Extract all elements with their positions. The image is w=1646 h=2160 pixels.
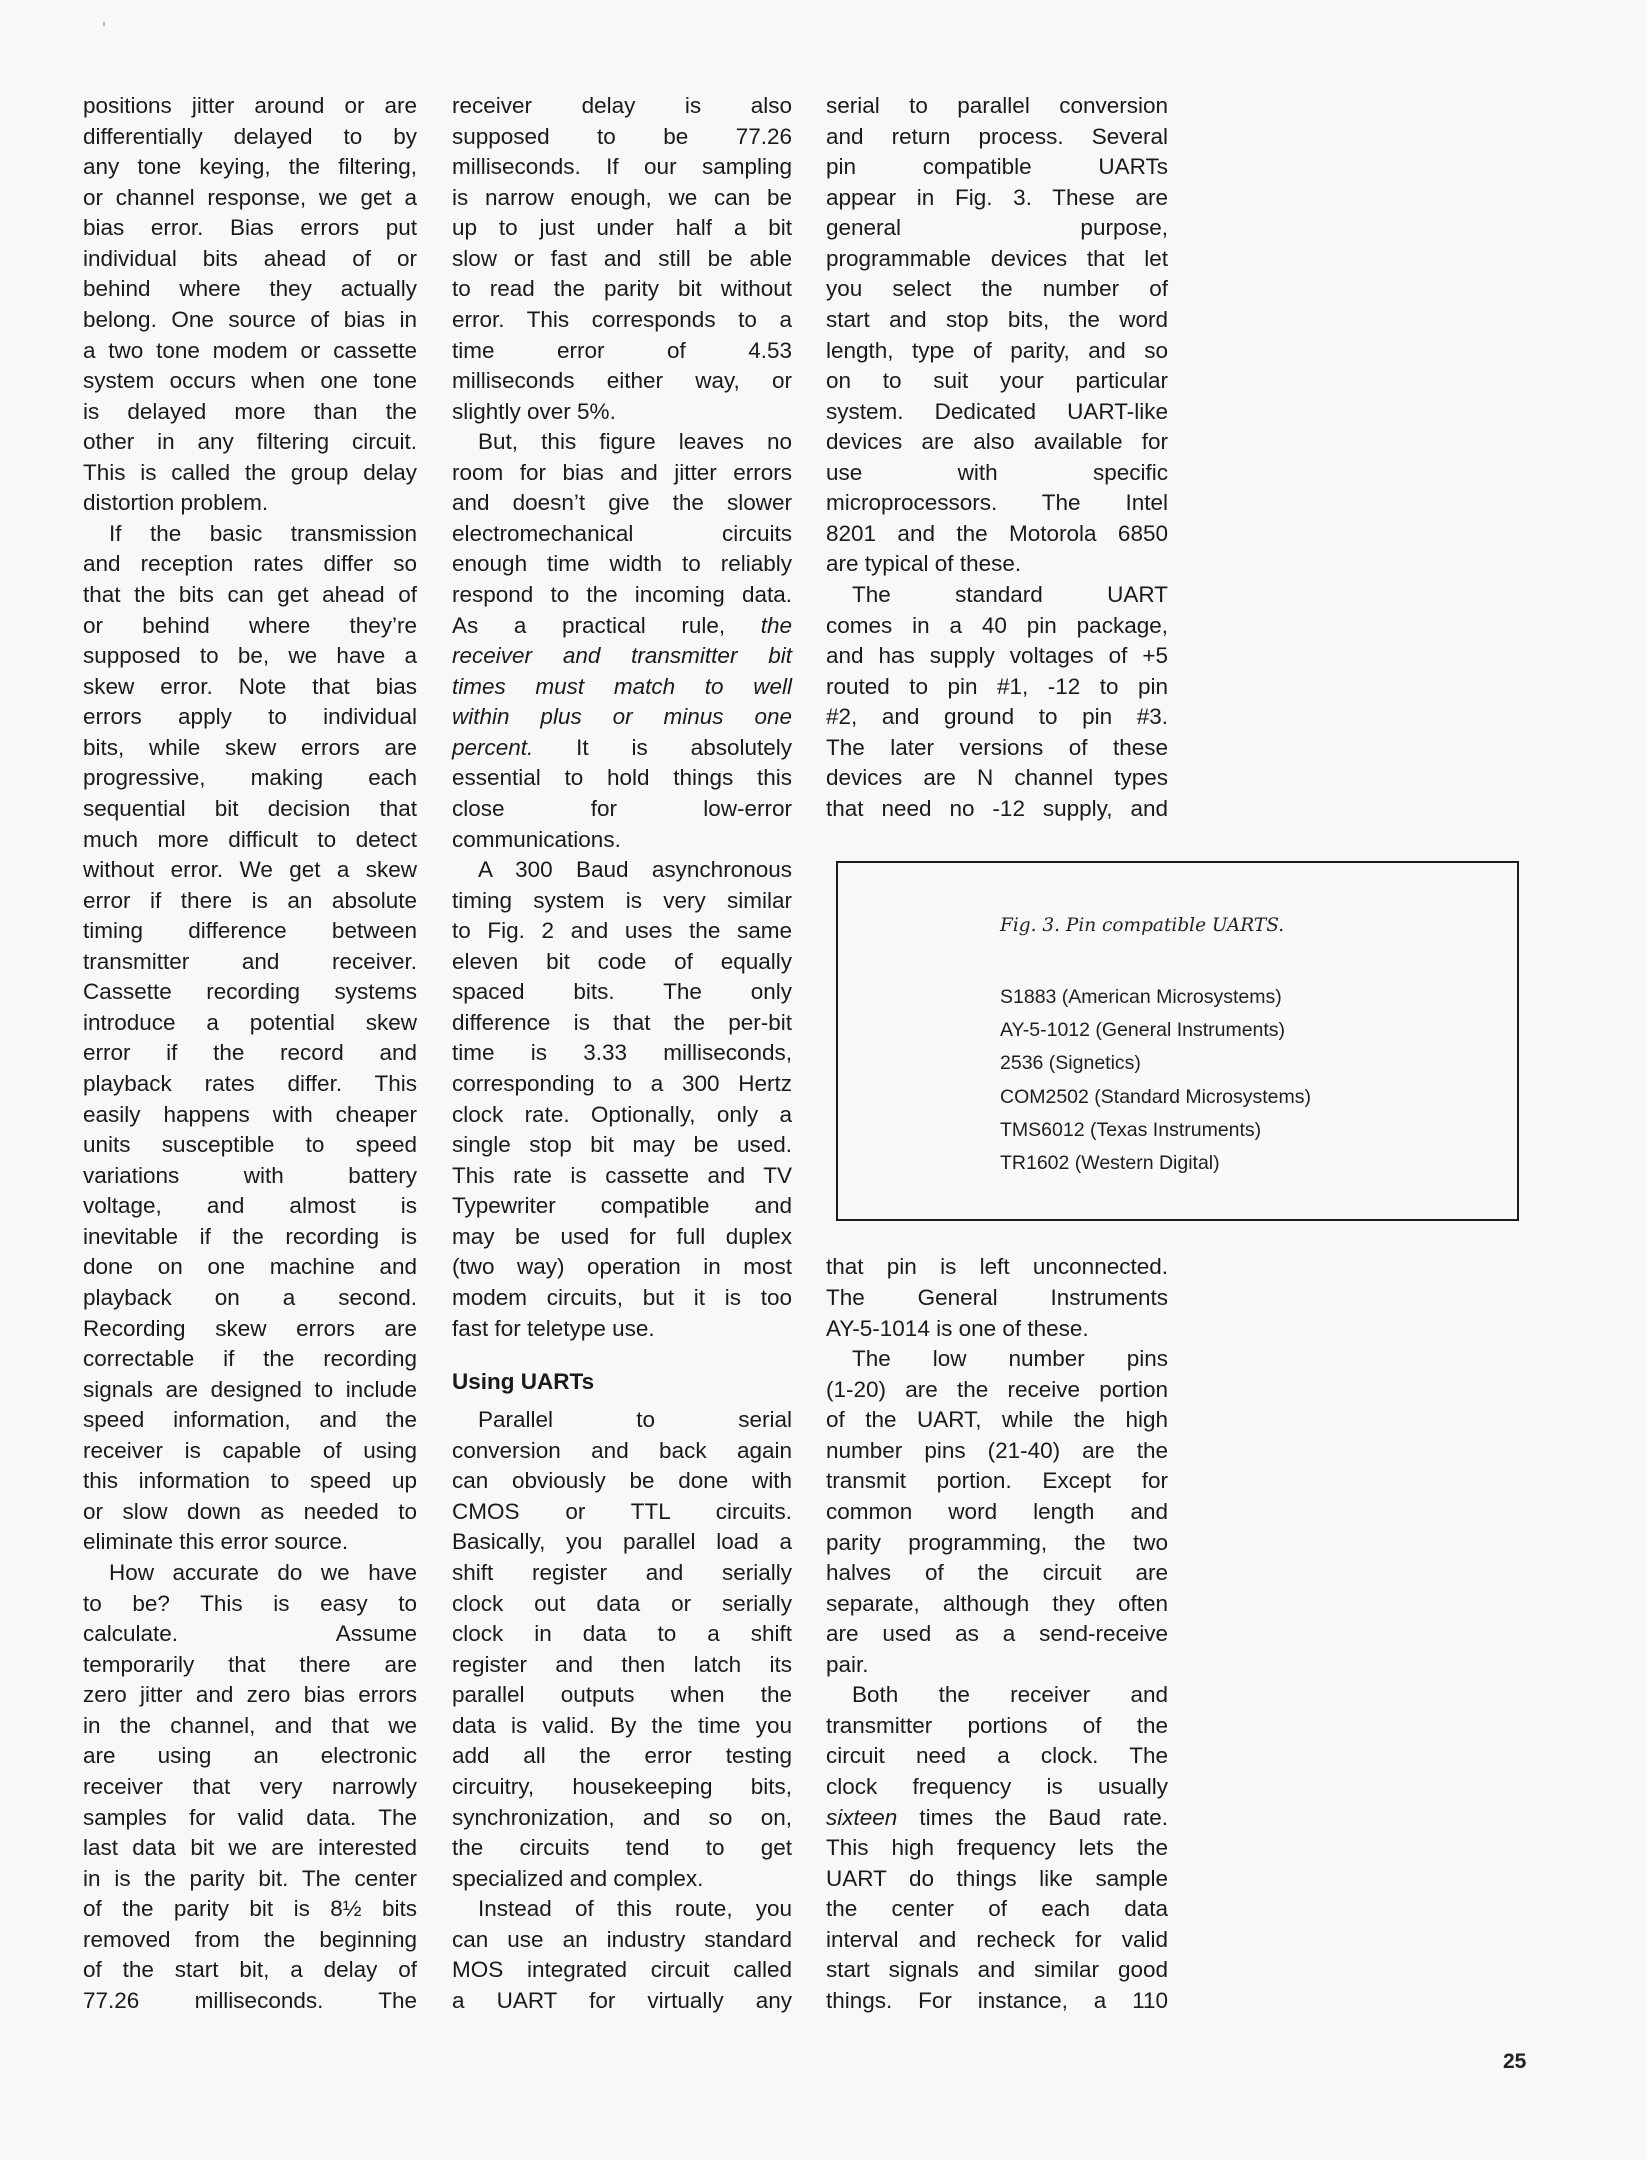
text-line: parallel outputs when the — [452, 1682, 792, 1708]
text-line: time is 3.33 milliseconds, — [452, 1040, 792, 1066]
text-line: spaced bits. The only — [452, 979, 792, 1005]
text-line: receiver delay is also — [452, 93, 792, 118]
text-line: respond to the incoming data. — [452, 582, 792, 607]
text-line: Instead of this route, you — [478, 1896, 792, 1922]
text-line: 8201 and the Motorola 6850 — [826, 520, 1168, 546]
section-heading-using-uarts: Using UARTs — [452, 1369, 595, 1395]
text-line: The low number pins — [852, 1346, 1168, 1372]
text-line: The General Instruments — [826, 1285, 1168, 1311]
text-line: progressive, making each — [83, 765, 417, 791]
text-line: separate, although they often — [826, 1590, 1168, 1616]
text-line: last data bit we are interested — [83, 1835, 417, 1861]
text-line: length, type of parity, and so — [826, 337, 1168, 363]
text-line: removed from the beginning — [83, 1926, 417, 1952]
text-line: general purpose, — [826, 215, 1168, 241]
text-line: is delayed more than the — [83, 398, 417, 424]
text-line: halves of the circuit are — [826, 1560, 1168, 1586]
text-line: things. For instance, a 110 — [826, 1987, 1168, 2013]
text-line: any tone keying, the filtering, — [83, 154, 417, 180]
text-line: of the UART, while the high — [826, 1407, 1168, 1433]
text-line: Recording skew errors are — [83, 1315, 417, 1341]
text-line: single stop bit may be used. — [452, 1132, 792, 1158]
text-line: a UART for virtually any — [452, 1987, 792, 2013]
uart-list-item: TR1602 (Western Digital) — [1000, 1152, 1220, 1175]
uart-list — [1000, 981, 1311, 1180]
text-line: This high frequency lets the — [826, 1835, 1168, 1861]
text-line: are used as a send-receive — [826, 1621, 1168, 1647]
text-line: close for low-error — [452, 795, 792, 821]
text-line: in the channel, and that we — [83, 1712, 417, 1738]
text-line: interval and recheck for valid — [826, 1926, 1168, 1952]
text-line: start and stop bits, the word — [826, 306, 1168, 332]
text-line: of the start bit, a delay of — [83, 1957, 417, 1983]
text-line: are typical of these. — [826, 551, 1022, 577]
text-line: and reception rates differ so — [83, 551, 417, 577]
text-line: can obviously be done with — [452, 1468, 792, 1494]
text-line: in is the parity bit. The center — [83, 1865, 417, 1891]
text-line: differentially delayed to by — [83, 123, 417, 149]
text-line: timing difference between — [83, 918, 417, 944]
text-line: timing system is very similar — [452, 887, 792, 913]
figure-3-box — [836, 861, 1519, 1221]
text-line: skew error. Note that bias — [83, 673, 417, 699]
text-line: signals are designed to include — [83, 1376, 417, 1402]
text-line: parity programming, the two — [826, 1529, 1168, 1555]
text-line: and has supply voltages of +5 — [826, 643, 1168, 669]
text-line: error if the record and — [83, 1040, 417, 1066]
text-line: done on one machine and — [83, 1254, 417, 1280]
text-line: receiver and transmitter bit — [452, 643, 792, 669]
text-line: fast for teletype use. — [452, 1315, 655, 1341]
text-line: eleven bit code of equally — [452, 948, 792, 974]
text-line: you select the number of — [826, 276, 1168, 302]
text-column-2 — [452, 91, 792, 2016]
text-line: receiver is capable of using — [83, 1437, 417, 1463]
text-line: MOS integrated circuit called — [452, 1957, 792, 1983]
column-2-part-b — [452, 1405, 792, 2016]
text-line: much more difficult to detect — [83, 826, 417, 852]
text-line: bias error. Bias errors put — [83, 215, 417, 241]
text-line: Cassette recording systems — [83, 979, 417, 1005]
text-line: behind where they actually — [83, 276, 417, 302]
text-line: devices are N channel types — [826, 765, 1168, 791]
text-line: number pins (21-40) are the — [826, 1437, 1168, 1463]
text-line: to be? This is easy to — [83, 1590, 417, 1616]
text-line: Typewriter compatible and — [452, 1193, 792, 1219]
text-line: enough time width to reliably — [452, 551, 792, 577]
text-line: circuitry, housekeeping bits, — [452, 1773, 792, 1799]
uart-list-item: AY-5-1012 (General Instruments) — [1000, 1019, 1286, 1042]
text-line: or behind where they’re — [83, 612, 417, 638]
text-line: start signals and similar good — [826, 1957, 1168, 1983]
text-line: errors apply to individual — [83, 704, 417, 730]
text-line: #2, and ground to pin #3. — [826, 704, 1168, 730]
text-line: common word length and — [826, 1498, 1168, 1524]
text-line: distortion problem. — [83, 490, 269, 516]
text-line: times must match to well — [452, 673, 792, 699]
text-line: the circuits tend to get — [452, 1835, 792, 1861]
text-line: system occurs when one tone — [83, 368, 417, 394]
text-line: circuit need a clock. The — [826, 1743, 1168, 1769]
text-line: voltage, and almost is — [83, 1193, 417, 1219]
uart-list-item: S1883 (American Microsystems) — [1000, 986, 1282, 1008]
text-line: milliseconds either way, or — [452, 368, 792, 394]
uart-list-item: TMS6012 (Texas Instruments) — [1000, 1118, 1262, 1141]
text-line: pin compatible UARTs — [826, 154, 1168, 180]
page-number: 25 — [1503, 2050, 1527, 2073]
text-line: room for bias and jitter errors — [452, 459, 792, 485]
text-line: supposed to be, we have a — [83, 643, 417, 669]
text-line: and doesn’t give the slower — [452, 490, 792, 516]
text-line: units susceptible to speed — [83, 1132, 417, 1158]
text-line: time error of 4.53 — [452, 337, 792, 363]
text-line: A 300 Baud asynchronous — [478, 857, 792, 883]
text-line: But, this figure leaves no — [478, 429, 792, 455]
text-line: that need no -12 supply, and — [826, 795, 1168, 821]
text-line: to read the parity bit without — [452, 276, 792, 302]
text-line: transmitter and receiver. — [83, 948, 417, 974]
text-line: supposed to be 77.26 — [452, 123, 792, 149]
text-line: electromechanical circuits — [452, 520, 792, 546]
text-line: register and then latch its — [452, 1651, 792, 1677]
text-line: easily happens with cheaper — [83, 1101, 417, 1127]
text-line: percent. It is absolutely — [452, 734, 792, 760]
text-line: and return process. Several — [826, 123, 1168, 149]
text-line: corresponding to a 300 Hertz — [452, 1071, 792, 1096]
text-column-1 — [83, 91, 417, 2016]
text-line: the center of each data — [826, 1896, 1168, 1922]
text-line: eliminate this error source. — [83, 1529, 349, 1555]
column-2-part-a — [452, 91, 792, 1344]
text-line: milliseconds. If our sampling — [452, 154, 792, 180]
text-line: devices are also available for — [826, 429, 1168, 455]
text-line: pair. — [826, 1651, 869, 1677]
text-line: within plus or minus one — [452, 704, 792, 730]
column-3-part-b — [826, 1252, 1168, 2016]
text-line: receiver that very narrowly — [83, 1773, 417, 1799]
text-line: system. Dedicated UART-like — [826, 398, 1168, 424]
text-line: essential to hold things this — [452, 765, 792, 791]
text-line: microprocessors. The Intel — [826, 490, 1168, 516]
text-line: If the basic transmission — [109, 520, 417, 546]
text-line: variations with battery — [83, 1162, 417, 1188]
text-line: speed information, and the — [83, 1407, 417, 1433]
text-line: programmable devices that let — [826, 245, 1168, 271]
text-line: (two way) operation in most — [452, 1254, 792, 1280]
text-line: individual bits ahead of or — [83, 245, 417, 271]
text-line: serial to parallel conversion — [826, 93, 1168, 118]
text-line: transmit portion. Except for — [826, 1468, 1168, 1494]
text-line: transmitter portions of the — [826, 1712, 1168, 1738]
text-line: appear in Fig. 3. These are — [826, 184, 1168, 210]
text-line: this information to speed up — [83, 1468, 417, 1494]
text-line: specialized and complex. — [452, 1865, 704, 1891]
text-line: may be used for full duplex — [452, 1223, 792, 1249]
text-line: to Fig. 2 and uses the same — [452, 918, 792, 944]
text-line: UART do things like sample — [826, 1865, 1168, 1891]
text-line: clock in data to a shift — [452, 1621, 792, 1647]
text-line: The standard UART — [852, 582, 1168, 607]
text-line: slightly over 5%. — [452, 398, 616, 424]
text-line: AY-5-1014 is one of these. — [826, 1315, 1089, 1341]
text-line: shift register and serially — [452, 1560, 792, 1585]
text-line: 77.26 milliseconds. The — [83, 1987, 417, 2013]
text-line: difference is that the per-bit — [452, 1009, 792, 1035]
text-line: This is called the group delay — [83, 459, 417, 485]
text-line: or channel response, we get a — [83, 184, 417, 210]
text-line: on to suit your particular — [826, 368, 1168, 394]
text-line: comes in a 40 pin package, — [826, 612, 1168, 638]
text-line: or slow down as needed to — [83, 1498, 417, 1524]
text-line: is narrow enough, we can be — [452, 184, 792, 210]
text-line: positions jitter around or are — [83, 93, 417, 118]
text-line: that the bits can get ahead of — [83, 582, 417, 607]
text-line: Basically, you parallel load a — [452, 1529, 792, 1555]
text-line: introduce a potential skew — [83, 1009, 417, 1035]
text-line: routed to pin #1, -12 to pin — [826, 673, 1168, 699]
text-line: clock rate. Optionally, only a — [452, 1101, 792, 1127]
text-line: synchronization, and so on, — [452, 1804, 792, 1830]
text-line: error. This corresponds to a — [452, 306, 792, 332]
text-line: CMOS or TTL circuits. — [452, 1498, 792, 1524]
uart-list-item: COM2502 (Standard Microsystems) — [1000, 1085, 1312, 1108]
text-line: of the parity bit is 8½ bits — [83, 1896, 417, 1922]
text-line: Both the receiver and — [852, 1682, 1168, 1708]
text-line: communications. — [452, 826, 621, 852]
text-line: sequential bit decision that — [83, 795, 417, 821]
figure-caption: Fig. 3. Pin compatible UARTS. — [1000, 915, 1285, 936]
uart-list-item: 2536 (Signetics) — [1000, 1052, 1141, 1075]
text-line: inevitable if the recording is — [83, 1223, 417, 1249]
text-line: The later versions of these — [826, 734, 1168, 760]
text-line: that pin is left unconnected. — [826, 1254, 1168, 1280]
text-line: add all the error testing — [452, 1743, 792, 1769]
text-line: sixteen times the Baud rate. — [826, 1804, 1168, 1830]
text-line: zero jitter and zero bias errors — [83, 1682, 417, 1708]
text-line: slow or fast and still be able — [452, 245, 792, 271]
text-line: without error. We get a skew — [83, 857, 417, 883]
text-line: calculate. Assume — [83, 1621, 417, 1647]
text-line: can use an industry standard — [452, 1926, 792, 1952]
text-line: How accurate do we have — [109, 1560, 417, 1585]
text-line: As a practical rule, the — [452, 612, 792, 638]
text-line: clock frequency is usually — [826, 1774, 1168, 1800]
text-line: bits, while skew errors are — [83, 734, 417, 760]
scan-speck — [103, 22, 105, 26]
column-3-part-a — [826, 91, 1168, 825]
text-line: other in any filtering circuit. — [83, 429, 417, 455]
text-line: temporarily that there are — [83, 1651, 417, 1677]
text-line: modem circuits, but it is too — [452, 1284, 792, 1310]
text-line: a two tone modem or cassette — [83, 337, 417, 363]
text-line: error if there is an absolute — [83, 887, 417, 913]
text-line: conversion and back again — [452, 1437, 792, 1463]
text-line: up to just under half a bit — [452, 215, 792, 241]
text-line: Parallel to serial — [478, 1407, 792, 1433]
text-line: clock out data or serially — [452, 1590, 792, 1616]
text-line: playback on a second. — [83, 1284, 417, 1310]
text-line: data is valid. By the time you — [452, 1712, 792, 1738]
text-line: use with specific — [826, 459, 1168, 485]
text-line: playback rates differ. This — [83, 1071, 417, 1096]
text-line: samples for valid data. The — [83, 1804, 417, 1830]
text-line: This rate is cassette and TV — [452, 1162, 792, 1188]
text-line: belong. One source of bias in — [83, 306, 417, 332]
text-line: (1-20) are the receive portion — [826, 1376, 1168, 1402]
text-line: correctable if the recording — [83, 1346, 417, 1372]
text-line: are using an electronic — [83, 1743, 417, 1769]
